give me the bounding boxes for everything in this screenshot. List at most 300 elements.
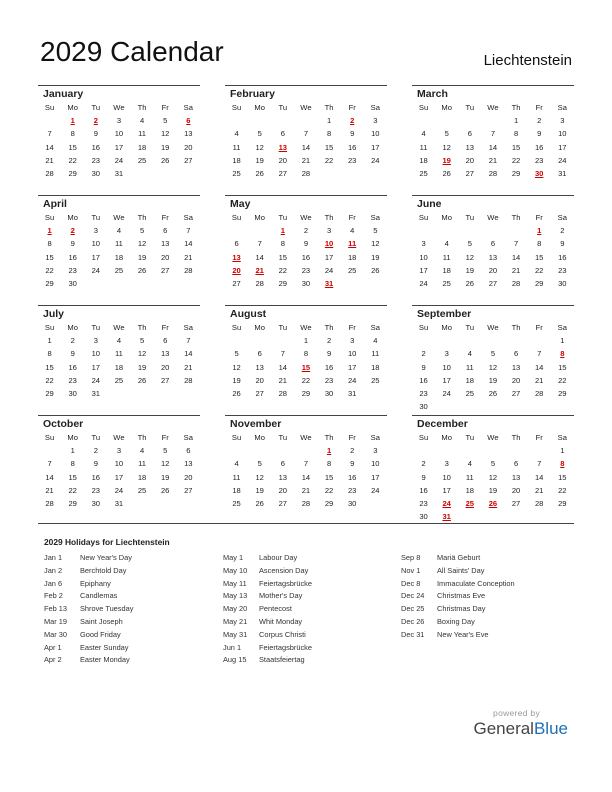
holiday-date: 30 (534, 169, 544, 179)
date-cell: 3 (93, 336, 98, 345)
date-cell: 1 (513, 116, 519, 125)
date-cell: 22 (534, 265, 544, 275)
date-cell: 10 (558, 129, 567, 139)
date-cell: 29 (534, 279, 544, 289)
date-cell: 23 (68, 265, 77, 275)
holiday-date-label: Feb 2 (44, 591, 63, 601)
day-header: Tu (91, 213, 101, 222)
page-title: 2029 Calendar (40, 36, 224, 67)
day-header: Fr (161, 213, 169, 222)
day-header: Tu (465, 213, 475, 222)
empty-cell (551, 510, 574, 523)
empty-cell (154, 277, 177, 290)
date-cell: 6 (513, 459, 519, 469)
date-cell: 29 (45, 389, 54, 399)
date-cell: 4 (467, 349, 472, 359)
week-row (225, 374, 387, 387)
month-december (412, 415, 574, 525)
day-header: Tu (91, 103, 101, 112)
day-header: Th (511, 433, 521, 442)
brand-general: General (473, 719, 534, 738)
holiday-name: Corpus Christi (259, 629, 306, 639)
holiday-date: 11 (348, 239, 357, 249)
date-cell: 4 (421, 129, 426, 139)
holiday-date: 19 (442, 155, 451, 165)
date-cell: 12 (488, 472, 498, 482)
date-cell: 1 (303, 336, 309, 345)
date-cell: 17 (371, 142, 380, 152)
day-header: Fr (535, 213, 543, 222)
empty-cell (412, 444, 435, 457)
date-cell: 9 (350, 129, 355, 139)
week-row (225, 347, 387, 360)
day-header: Th (324, 213, 334, 222)
day-header: Sa (557, 103, 567, 112)
empty-cell (528, 510, 551, 523)
date-cell: 23 (91, 155, 101, 165)
week-row (225, 114, 387, 127)
date-cell: 24 (324, 265, 334, 275)
date-cell: 15 (324, 472, 334, 482)
week-row (225, 154, 387, 167)
holiday-date: 2 (350, 116, 355, 125)
date-cell: 19 (160, 142, 170, 152)
holiday-item (44, 654, 133, 667)
empty-cell (412, 224, 435, 237)
week-row (412, 361, 574, 374)
date-cell: 28 (45, 169, 54, 179)
empty-cell (528, 334, 551, 347)
date-cell: 15 (45, 252, 54, 262)
week-row (225, 361, 387, 374)
day-header: Mo (254, 213, 265, 222)
date-cell: 24 (558, 155, 567, 165)
date-cell: 3 (444, 349, 449, 359)
week-row (38, 114, 200, 127)
holiday-item (401, 578, 515, 591)
week-row (225, 457, 387, 470)
date-cell: 20 (511, 485, 521, 495)
holiday-date-label: Sep 8 (401, 553, 421, 562)
date-cell: 12 (371, 239, 380, 249)
date-cell: 6 (467, 129, 472, 139)
date-cell: 7 (490, 129, 496, 139)
holiday-date: 6 (186, 116, 191, 125)
holiday-name: Boxing Day (437, 616, 475, 626)
month-name: October (43, 418, 84, 430)
divider (38, 523, 574, 524)
date-cell: 17 (442, 485, 451, 495)
holiday-item (44, 565, 133, 578)
holiday-item (44, 552, 133, 565)
date-cell: 17 (114, 472, 124, 482)
date-cell: 11 (371, 349, 380, 359)
date-cell: 12 (255, 472, 264, 482)
date-cell: 12 (137, 349, 147, 359)
month-july (38, 305, 200, 415)
empty-cell (412, 334, 435, 347)
date-cell: 5 (234, 349, 239, 359)
date-cell: 11 (465, 472, 474, 482)
date-cell: 5 (444, 129, 449, 139)
day-header: Tu (278, 323, 288, 332)
date-cell: 23 (419, 389, 428, 399)
holiday-item (223, 603, 312, 616)
day-header: We (113, 433, 125, 442)
date-cell: 22 (558, 485, 567, 495)
month-september (412, 305, 574, 415)
holiday-date-label: Feb 13 (44, 604, 68, 614)
empty-cell (481, 334, 504, 347)
date-cell: 27 (278, 499, 288, 509)
holiday-date: 24 (442, 499, 451, 509)
holiday-date: 31 (324, 279, 334, 289)
day-headers (38, 431, 200, 444)
date-cell: 18 (137, 142, 147, 152)
date-cell: 4 (116, 226, 122, 235)
date-cell: 3 (444, 459, 449, 469)
date-cell: 18 (442, 265, 451, 275)
week-row (225, 484, 387, 497)
date-cell: 29 (68, 169, 77, 179)
day-header: We (487, 103, 499, 112)
date-cell: 18 (232, 155, 241, 165)
week-row (38, 444, 200, 457)
day-header: Mo (254, 433, 265, 442)
day-headers (412, 211, 574, 224)
date-cell: 18 (465, 375, 475, 385)
date-cell: 4 (116, 336, 122, 345)
date-cell: 16 (68, 362, 77, 372)
date-cell: 2 (421, 459, 426, 469)
date-cell: 12 (465, 252, 475, 262)
empty-cell (481, 224, 504, 237)
week-row (225, 141, 387, 154)
date-cell: 13 (184, 459, 193, 469)
holiday-item (223, 578, 312, 591)
month-row (38, 415, 574, 525)
date-cell: 24 (114, 155, 124, 165)
date-cell: 9 (537, 129, 542, 139)
empty-cell (177, 387, 200, 400)
date-cell: 9 (70, 239, 75, 249)
holiday-date: 13 (278, 142, 288, 152)
day-header: Sa (183, 323, 193, 332)
week-row (38, 471, 200, 484)
month-june (412, 195, 574, 305)
date-cell: 11 (114, 239, 123, 249)
date-cell: 20 (160, 362, 170, 372)
date-cell: 17 (91, 362, 101, 372)
date-cell: 14 (511, 252, 521, 262)
date-cell: 22 (301, 375, 311, 385)
month-name: July (43, 308, 65, 320)
date-cell: 23 (347, 155, 357, 165)
date-cell: 8 (303, 349, 309, 359)
date-cell: 26 (160, 155, 170, 165)
date-cell: 15 (534, 252, 544, 262)
date-cell: 21 (534, 485, 544, 495)
day-header: Th (324, 323, 334, 332)
month-name: December (417, 418, 468, 430)
month-name: August (230, 308, 267, 320)
date-cell: 30 (68, 279, 77, 289)
brand-logo[interactable] (473, 719, 568, 739)
date-cell: 18 (371, 362, 380, 372)
week-row (412, 114, 574, 127)
week-row (38, 387, 200, 400)
date-cell: 10 (114, 459, 124, 469)
day-header: Fr (161, 433, 169, 442)
date-cell: 25 (114, 265, 124, 275)
holiday-date-label: May 11 (223, 578, 247, 588)
date-cell: 16 (534, 142, 544, 152)
holiday-date-label: Jan 1 (44, 553, 63, 562)
date-cell: 19 (232, 375, 241, 385)
date-cell: 26 (160, 485, 170, 495)
date-cell: 15 (324, 142, 334, 152)
holiday-item (401, 590, 515, 603)
week-row (412, 510, 574, 523)
date-cell: 14 (45, 142, 54, 152)
date-cell: 5 (257, 129, 262, 139)
holiday-date-label: Mar 19 (44, 616, 68, 626)
date-cell: 14 (534, 472, 544, 482)
empty-cell (435, 334, 458, 347)
holiday-item (44, 629, 133, 642)
holiday-name: Candlemas (80, 591, 118, 601)
empty-cell (458, 510, 481, 523)
day-header: Fr (535, 103, 543, 112)
date-cell: 21 (301, 485, 311, 495)
empty-cell (364, 497, 387, 510)
day-headers (225, 101, 387, 114)
date-cell: 20 (184, 142, 193, 152)
date-cell: 3 (350, 336, 355, 345)
holiday-name: Saint Joseph (80, 616, 123, 626)
empty-cell (131, 497, 154, 510)
empty-cell (84, 277, 107, 290)
day-header: Tu (278, 103, 288, 112)
date-cell: 28 (534, 389, 544, 399)
empty-cell (364, 277, 387, 290)
date-cell: 22 (45, 375, 54, 385)
day-header: Su (44, 213, 55, 222)
date-cell: 9 (93, 129, 98, 139)
day-header: Su (418, 103, 429, 112)
empty-cell (505, 400, 528, 413)
week-row (38, 224, 200, 237)
date-cell: 19 (488, 375, 498, 385)
date-cell: 9 (326, 349, 332, 359)
date-cell: 19 (488, 485, 498, 495)
week-row (412, 334, 574, 347)
date-cell: 4 (373, 336, 378, 345)
month-november (225, 415, 387, 525)
empty-cell (458, 224, 481, 237)
date-cell: 8 (326, 459, 332, 469)
holiday-date-label: Jun 1 (223, 642, 242, 652)
holiday-item (44, 603, 133, 616)
empty-cell (528, 400, 551, 413)
date-cell: 30 (91, 499, 101, 509)
date-cell: 4 (139, 116, 145, 125)
date-cell: 24 (442, 389, 451, 399)
day-headers (412, 101, 574, 114)
week-row (225, 167, 387, 180)
holiday-column-1 (44, 552, 133, 667)
date-cell: 3 (116, 116, 122, 125)
day-headers (225, 431, 387, 444)
date-cell: 15 (278, 252, 288, 262)
day-header: Mo (67, 103, 78, 112)
holiday-name: Christmas Eve (437, 591, 486, 601)
holiday-date-label: Apr 1 (44, 642, 62, 652)
date-cell: 6 (280, 129, 285, 139)
day-header: Th (324, 103, 334, 112)
holiday-date: 8 (560, 459, 565, 469)
empty-cell (154, 387, 177, 400)
holiday-date-label: Jan 6 (44, 578, 63, 588)
date-cell: 13 (511, 472, 521, 482)
holiday-name: All Saints' Day (437, 565, 485, 575)
empty-cell (528, 444, 551, 457)
date-cell: 1 (560, 336, 565, 345)
empty-cell (248, 114, 271, 127)
empty-cell (225, 334, 248, 347)
date-cell: 23 (534, 155, 544, 165)
holiday-item (223, 590, 312, 603)
week-row (412, 127, 574, 140)
week-row (412, 484, 574, 497)
day-header: We (113, 323, 125, 332)
date-cell: 31 (114, 169, 124, 179)
empty-cell (154, 167, 177, 180)
date-cell: 31 (347, 389, 357, 399)
date-cell: 10 (347, 349, 357, 359)
date-cell: 31 (91, 389, 101, 399)
date-cell: 15 (558, 362, 567, 372)
date-cell: 8 (537, 239, 542, 249)
date-cell: 11 (138, 459, 146, 469)
day-header: Sa (557, 323, 567, 332)
date-cell: 15 (68, 142, 77, 152)
date-cell: 21 (184, 252, 193, 262)
month-name: November (230, 418, 282, 430)
date-cell: 24 (114, 485, 124, 495)
date-cell: 12 (232, 362, 241, 372)
date-cell: 4 (234, 459, 239, 469)
date-cell: 28 (301, 169, 311, 179)
week-row (38, 497, 200, 510)
day-header: Sa (370, 323, 380, 332)
month-october (38, 415, 200, 525)
holiday-date: 25 (465, 499, 475, 509)
day-header: Tu (465, 323, 475, 332)
holiday-date: 1 (280, 226, 285, 235)
day-header: Su (418, 323, 429, 332)
date-cell: 3 (373, 116, 378, 125)
holiday-date: 1 (326, 446, 332, 455)
day-header: Tu (278, 433, 288, 442)
week-row (38, 237, 200, 250)
week-row (38, 484, 200, 497)
month-row (38, 195, 574, 305)
date-cell: 28 (184, 375, 193, 385)
month-name: September (417, 308, 472, 320)
date-cell: 21 (278, 375, 288, 385)
holiday-date: 2 (93, 116, 98, 125)
date-cell: 22 (68, 485, 77, 495)
holiday-name: Whit Monday (259, 616, 303, 626)
date-cell: 17 (419, 265, 428, 275)
empty-cell (505, 334, 528, 347)
date-cell: 22 (558, 375, 567, 385)
date-cell: 27 (511, 389, 521, 399)
week-row (225, 497, 387, 510)
date-cell: 20 (255, 375, 264, 385)
empty-cell (294, 114, 317, 127)
date-cell: 12 (488, 362, 498, 372)
date-cell: 25 (347, 265, 357, 275)
week-row (225, 224, 387, 237)
date-cell: 9 (93, 459, 98, 469)
holiday-item (401, 565, 515, 578)
date-cell: 12 (442, 142, 451, 152)
date-cell: 24 (371, 485, 380, 495)
date-cell: 16 (347, 472, 357, 482)
date-cell: 21 (301, 155, 311, 165)
holiday-item (223, 642, 312, 655)
date-cell: 28 (301, 499, 311, 509)
day-header: Tu (91, 323, 101, 332)
date-cell: 25 (114, 375, 124, 385)
date-cell: 22 (324, 485, 334, 495)
week-row (412, 444, 574, 457)
date-cell: 6 (163, 336, 168, 345)
date-cell: 6 (490, 239, 496, 249)
holiday-item (401, 552, 515, 565)
week-row (225, 444, 387, 457)
day-headers (225, 321, 387, 334)
day-header: We (300, 103, 312, 112)
day-header: Fr (535, 433, 543, 442)
date-cell: 18 (114, 362, 124, 372)
holiday-date-label: May 13 (223, 591, 248, 601)
date-cell: 22 (45, 265, 54, 275)
day-header: Tu (278, 213, 288, 222)
date-cell: 12 (137, 239, 147, 249)
week-row (225, 277, 387, 290)
holidays-title: 2029 Holidays for Liechtenstein (44, 537, 170, 547)
week-row (38, 167, 200, 180)
date-cell: 7 (47, 129, 52, 139)
day-header: Mo (441, 213, 452, 222)
date-cell: 28 (45, 499, 54, 509)
holiday-date-label: Mar 30 (44, 629, 68, 639)
empty-cell (551, 400, 574, 413)
empty-cell (341, 277, 364, 290)
day-headers (38, 101, 200, 114)
date-cell: 26 (442, 169, 451, 179)
calendar-grid (38, 85, 574, 525)
date-cell: 30 (347, 499, 357, 509)
date-cell: 25 (371, 375, 380, 385)
week-row (412, 251, 574, 264)
date-cell: 22 (68, 155, 77, 165)
holiday-name: Immaculate Conception (437, 578, 515, 588)
date-cell: 15 (558, 472, 567, 482)
